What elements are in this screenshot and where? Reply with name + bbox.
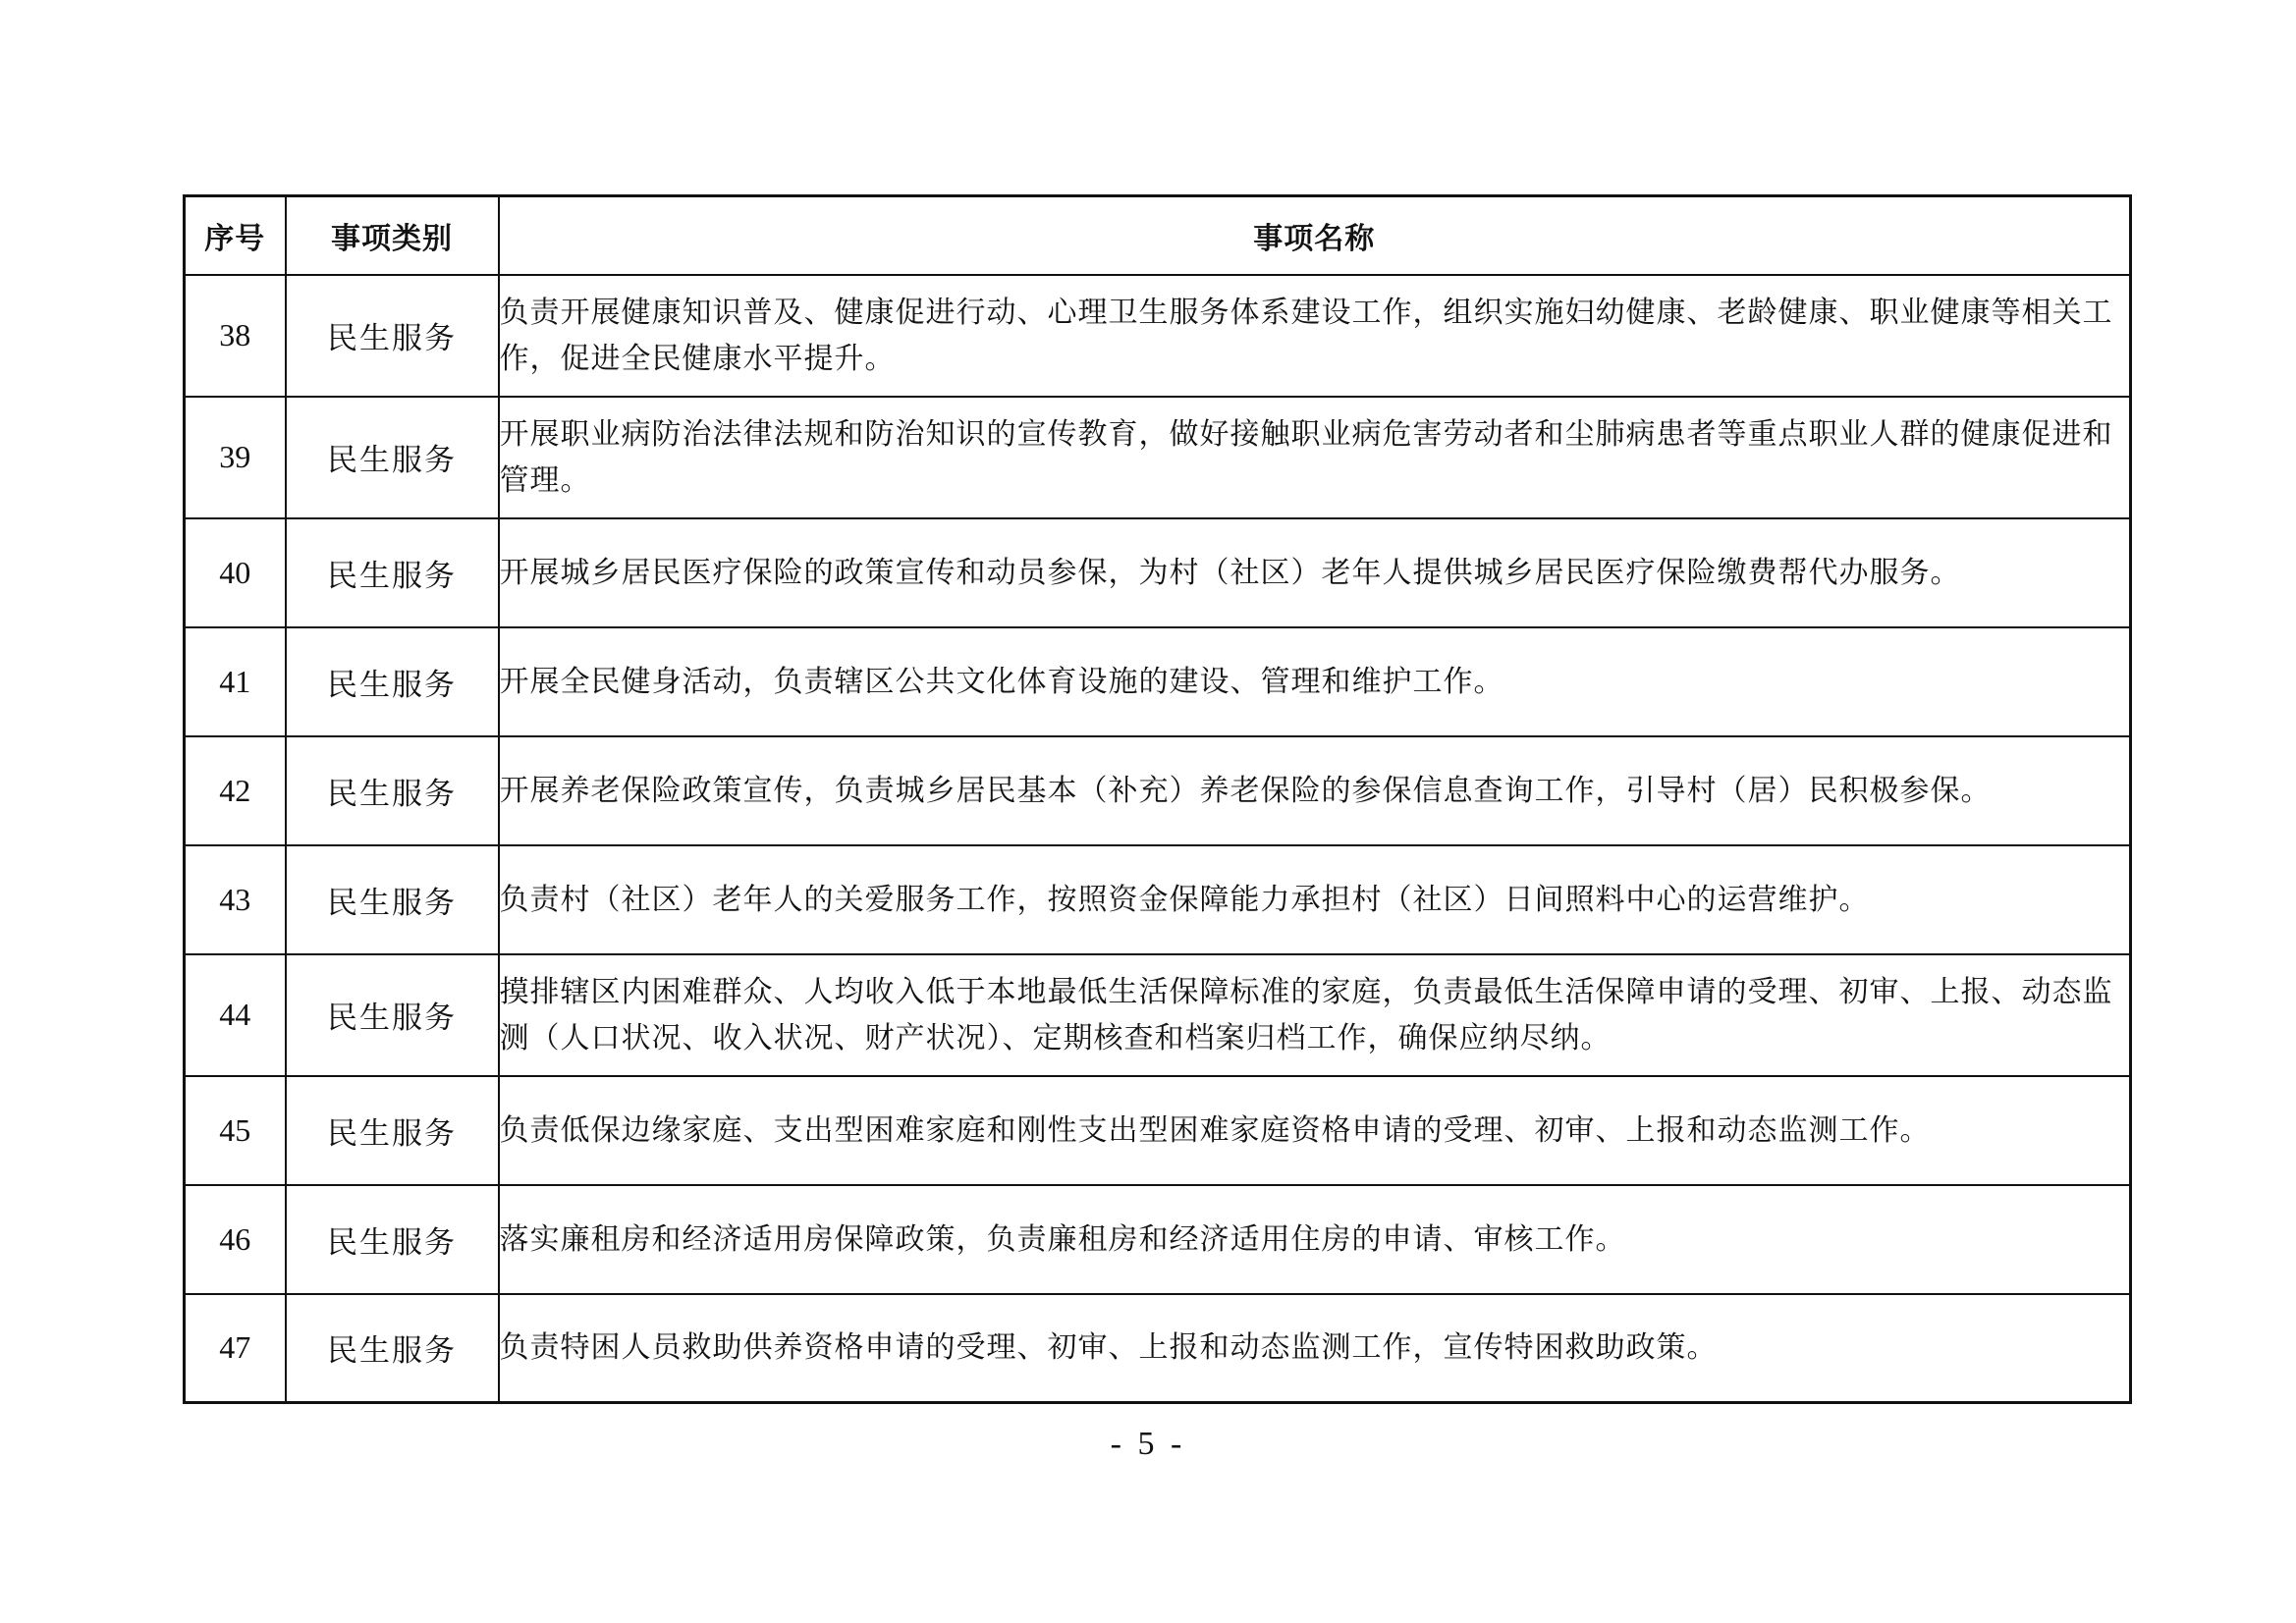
table-body: [185, 275, 2131, 1403]
row-number: 46: [185, 1185, 286, 1294]
table-row: [185, 627, 2131, 736]
row-category: 民生服务: [286, 1294, 499, 1403]
row-item-name: 负责低保边缘家庭、支出型困难家庭和刚性支出型困难家庭资格申请的受理、初审、上报和动态监测工作。: [499, 1076, 2131, 1185]
row-item-name: 负责特困人员救助供养资格申请的受理、初审、上报和动态监测工作，宣传特困救助政策。: [499, 1294, 2131, 1403]
row-category: 民生服务: [286, 1185, 499, 1294]
table-row: [185, 1294, 2131, 1403]
row-category: 民生服务: [286, 1076, 499, 1185]
row-number: 42: [185, 736, 286, 845]
row-item-name: 摸排辖区内困难群众、人均收入低于本地最低生活保障标准的家庭，负责最低生活保障申请的受理、初审、上报、动态监测（人口状况、收入状况、财产状况）、定期核查和档案归档工作，确保应纳尽纳。: [499, 954, 2131, 1076]
table-row: [185, 397, 2131, 518]
row-category: 民生服务: [286, 736, 499, 845]
row-item-name: 负责开展健康知识普及、健康促进行动、心理卫生服务体系建设工作，组织实施妇幼健康、老龄健康、职业健康等相关工作，促进全民健康水平提升。: [499, 275, 2131, 397]
row-category: 民生服务: [286, 845, 499, 954]
table-row: [185, 1185, 2131, 1294]
table-row: [185, 275, 2131, 397]
row-item-name: 开展城乡居民医疗保险的政策宣传和动员参保，为村（社区）老年人提供城乡居民医疗保险缴费帮代办服务。: [499, 518, 2131, 627]
table-header: [185, 196, 2131, 275]
row-category: 民生服务: [286, 397, 499, 518]
row-category: 民生服务: [286, 627, 499, 736]
row-number: 45: [185, 1076, 286, 1185]
row-number: 41: [185, 627, 286, 736]
table-row: [185, 736, 2131, 845]
row-number: 39: [185, 397, 286, 518]
row-category: 民生服务: [286, 275, 499, 397]
row-item-name: 开展职业病防治法律法规和防治知识的宣传教育，做好接触职业病危害劳动者和尘肺病患者等重点职业人群的健康促进和管理。: [499, 397, 2131, 518]
row-item-name: 负责村（社区）老年人的关爱服务工作，按照资金保障能力承担村（社区）日间照料中心的运营维护。: [499, 845, 2131, 954]
header-number: 序号: [185, 196, 286, 275]
items-table: [183, 194, 2132, 1404]
header-category: 事项类别: [286, 196, 499, 275]
row-number: 40: [185, 518, 286, 627]
row-category: 民生服务: [286, 518, 499, 627]
table-row: [185, 954, 2131, 1076]
row-category: 民生服务: [286, 954, 499, 1076]
row-item-name: 落实廉租房和经济适用房保障政策，负责廉租房和经济适用住房的申请、审核工作。: [499, 1185, 2131, 1294]
page-number: - 5 -: [1110, 1426, 1186, 1462]
row-number: 44: [185, 954, 286, 1076]
table-row: [185, 518, 2131, 627]
table-row: [185, 845, 2131, 954]
header-name: 事项名称: [499, 196, 2131, 275]
row-number: 43: [185, 845, 286, 954]
row-number: 47: [185, 1294, 286, 1403]
row-item-name: 开展全民健身活动，负责辖区公共文化体育设施的建设、管理和维护工作。: [499, 627, 2131, 736]
table-row: [185, 1076, 2131, 1185]
header-row: [185, 196, 2131, 275]
row-number: 38: [185, 275, 286, 397]
row-item-name: 开展养老保险政策宣传，负责城乡居民基本（补充）养老保险的参保信息查询工作，引导村（居）民积极参保。: [499, 736, 2131, 845]
